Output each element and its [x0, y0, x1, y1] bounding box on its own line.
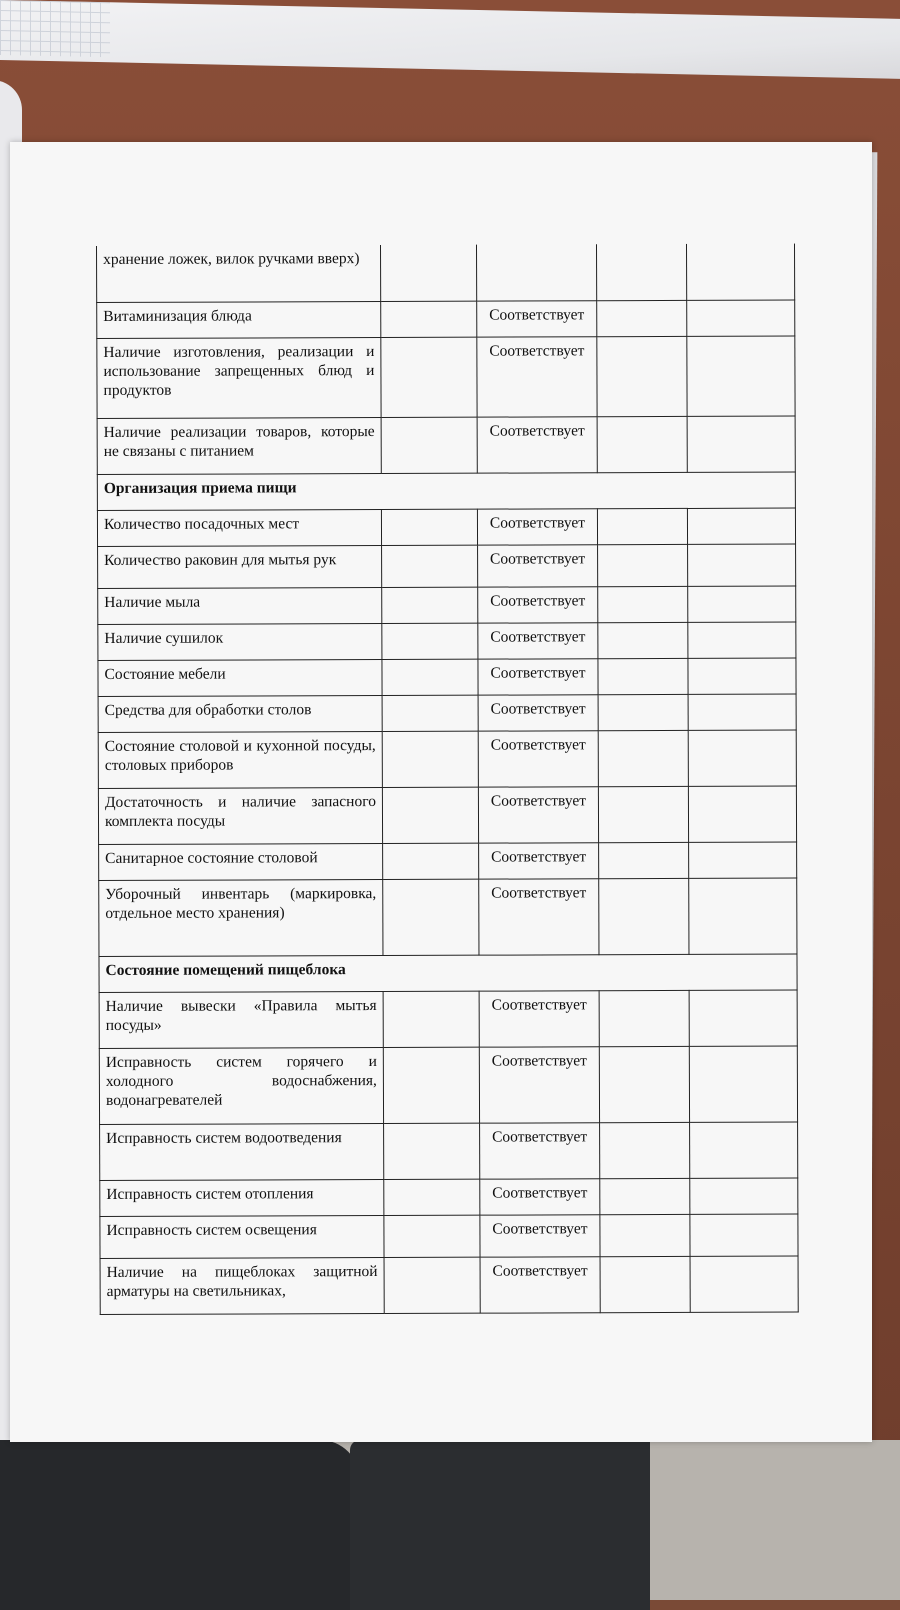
empty-cell	[383, 1047, 479, 1123]
empty-cell	[688, 694, 796, 730]
section-title: Организация приема пищи	[97, 472, 795, 510]
empty-cell	[384, 1179, 480, 1215]
section-title: Состояние помещений пищеблока	[99, 954, 797, 992]
result-cell: Соответствует	[478, 544, 598, 586]
result-cell: Соответствует	[480, 1178, 600, 1214]
empty-cell	[384, 1123, 480, 1179]
empty-cell	[689, 842, 797, 878]
inspection-table	[96, 244, 799, 1315]
section-row	[97, 472, 795, 510]
empty-cell	[600, 1256, 690, 1312]
empty-cell	[382, 659, 478, 695]
table-row	[99, 878, 797, 956]
table-row	[99, 842, 797, 880]
empty-cell	[688, 544, 796, 586]
empty-cell	[686, 244, 794, 300]
empty-cell	[688, 658, 796, 694]
empty-cell	[688, 622, 796, 658]
result-cell: Соответствует	[478, 730, 598, 786]
empty-cell	[381, 417, 477, 473]
empty-cell	[384, 1257, 480, 1313]
empty-cell	[382, 623, 478, 659]
criterion-cell: Наличие реализации товаров, которые не связаны с питанием	[97, 417, 381, 474]
empty-cell	[690, 1256, 798, 1312]
empty-cell	[598, 730, 688, 786]
criterion-cell: Наличие на пищеблоках защитной арматуры на светильниках,	[100, 1257, 384, 1314]
table-row	[98, 694, 796, 732]
result-cell: Соответствует	[480, 1256, 600, 1312]
criterion-cell: Наличие изготовления, реализации и использование запрещенных блюд и продуктов	[97, 337, 381, 418]
criterion-cell: Средства для обработки столов	[98, 695, 382, 732]
result-cell: Соответствует	[478, 786, 598, 842]
table-row	[97, 300, 795, 338]
criterion-cell: Состояние столовой и кухонной посуды, столовых приборов	[98, 731, 382, 788]
empty-cell	[689, 1046, 797, 1122]
table-row	[98, 786, 796, 844]
table-row	[97, 244, 795, 302]
empty-cell	[689, 990, 797, 1046]
result-cell: Соответствует	[478, 622, 598, 658]
empty-cell	[600, 1122, 690, 1178]
empty-cell	[688, 730, 796, 786]
empty-cell	[381, 301, 477, 337]
empty-cell	[597, 416, 687, 472]
table-row	[98, 586, 796, 624]
empty-cell	[382, 587, 478, 623]
table-row	[98, 544, 796, 588]
empty-cell	[600, 1178, 690, 1214]
criterion-cell: Уборочный инвентарь (маркировка, отдельное место хранения)	[99, 879, 383, 956]
graph-paper-corner	[0, 0, 110, 57]
empty-cell	[596, 244, 686, 300]
result-cell: Соответствует	[479, 878, 599, 954]
empty-cell	[597, 300, 687, 336]
result-cell	[476, 244, 596, 300]
empty-cell	[382, 695, 478, 731]
result-cell: Соответствует	[479, 842, 599, 878]
empty-cell	[599, 878, 689, 954]
empty-cell	[598, 786, 688, 842]
empty-cell	[689, 878, 797, 954]
result-cell: Соответствует	[477, 300, 597, 336]
table-row	[100, 1178, 798, 1216]
empty-cell	[688, 586, 796, 622]
empty-cell	[599, 990, 689, 1046]
empty-cell	[687, 416, 795, 472]
empty-cell	[599, 1046, 689, 1122]
empty-cell	[597, 336, 687, 416]
empty-cell	[688, 786, 796, 842]
section-row	[99, 954, 797, 992]
table-row	[99, 1046, 797, 1124]
result-cell: Соответствует	[478, 694, 598, 730]
criterion-cell: Наличие сушилок	[98, 623, 382, 660]
left-shoe	[0, 1440, 360, 1610]
empty-cell	[382, 731, 478, 787]
empty-cell	[690, 1178, 798, 1214]
result-cell: Соответствует	[479, 990, 599, 1046]
criterion-cell: Количество раковин для мытья рук	[98, 545, 382, 588]
empty-cell	[597, 508, 687, 544]
result-cell: Соответствует	[477, 416, 597, 472]
result-cell: Соответствует	[480, 1122, 600, 1178]
empty-cell	[383, 843, 479, 879]
result-cell: Соответствует	[479, 1046, 599, 1122]
criterion-cell: Количество посадочных мест	[97, 509, 381, 546]
empty-cell	[687, 300, 795, 336]
criterion-cell: Наличие вывески «Правила мытья посуды»	[99, 991, 383, 1048]
criterion-cell: Исправность систем отопления	[100, 1179, 384, 1216]
criterion-cell: Витаминизация блюда	[97, 301, 381, 338]
empty-cell	[598, 694, 688, 730]
empty-cell	[380, 245, 476, 301]
criterion-cell: хранение ложек, вилок ручками вверх)	[97, 245, 381, 302]
empty-cell	[687, 508, 795, 544]
table-row	[97, 508, 795, 546]
empty-cell	[687, 336, 795, 416]
criterion-cell: Достаточность и наличие запасного комплекта посуды	[98, 787, 382, 844]
table-row	[98, 730, 796, 788]
empty-cell	[600, 1214, 690, 1256]
table-row	[100, 1256, 798, 1314]
result-cell: Соответствует	[478, 658, 598, 694]
empty-cell	[598, 622, 688, 658]
table-row	[97, 416, 795, 474]
empty-cell	[383, 991, 479, 1047]
empty-cell	[384, 1215, 480, 1257]
criterion-cell: Исправность систем горячего и холодного водоснабжения, водонагревателей	[99, 1047, 383, 1124]
empty-cell	[381, 509, 477, 545]
table-row	[97, 336, 795, 418]
table-row	[98, 622, 796, 660]
empty-cell	[381, 337, 477, 417]
result-cell: Соответствует	[477, 336, 597, 416]
empty-cell	[690, 1214, 798, 1256]
table-row	[100, 1122, 798, 1180]
result-cell: Соответствует	[480, 1214, 600, 1256]
right-shoe	[350, 1440, 650, 1610]
empty-cell	[383, 879, 479, 955]
result-cell: Соответствует	[477, 508, 597, 544]
criterion-cell: Исправность систем освещения	[100, 1215, 384, 1258]
empty-cell	[382, 545, 478, 587]
result-cell: Соответствует	[478, 586, 598, 622]
empty-cell	[599, 842, 689, 878]
criterion-cell: Исправность систем водоотведения	[100, 1123, 384, 1180]
empty-cell	[690, 1122, 798, 1178]
table-row	[99, 990, 797, 1048]
criterion-cell: Санитарное состояние столовой	[99, 843, 383, 880]
inspection-table-body	[97, 244, 799, 1314]
empty-cell	[598, 544, 688, 586]
empty-cell	[598, 586, 688, 622]
empty-cell	[382, 787, 478, 843]
criterion-cell: Наличие мыла	[98, 587, 382, 624]
table-row	[98, 658, 796, 696]
table-row	[100, 1214, 798, 1258]
criterion-cell: Состояние мебели	[98, 659, 382, 696]
empty-cell	[598, 658, 688, 694]
